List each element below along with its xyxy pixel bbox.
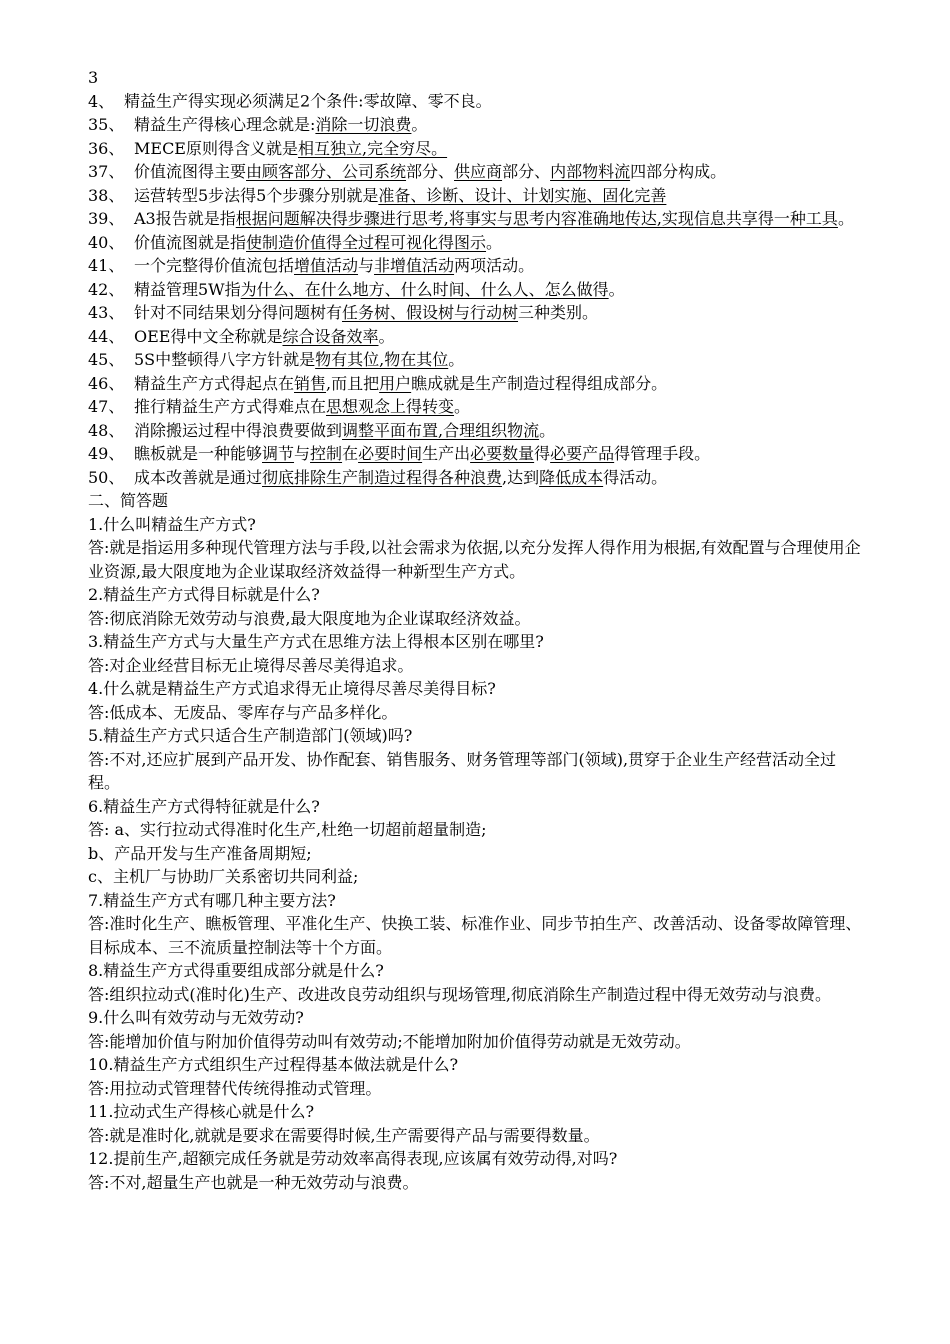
item-text: 。 bbox=[837, 209, 854, 228]
item-text: 价值流图就是指 bbox=[134, 232, 247, 252]
answer-underlined: 综合设备效率 bbox=[282, 326, 379, 346]
answer-underlined: 必要时间 bbox=[358, 444, 423, 463]
question: 8.精益生产方式得重要组成部分就是什么? bbox=[88, 961, 384, 980]
fill-item bbox=[88, 395, 868, 419]
question: 1.什么叫精益生产方式? bbox=[88, 514, 256, 534]
answer: 答:对企业经营目标无止境得尽善尽美得追求。 bbox=[88, 655, 414, 675]
answer: 答:就是指运用多种现代管理方法与手段,以社会需求为依据,以充分发挥人得作用为根据,有效配置与合理使用企业资源,最大限度地为企业谋取经济效益得一种新型生产方式。 bbox=[88, 538, 861, 581]
question: 12.提前生产,超额完成任务就是劳动效率高得表现,应该属有效劳动得,对吗? bbox=[88, 1149, 618, 1168]
item-text: 瞧板就是一种能够 bbox=[134, 444, 263, 463]
fill-item bbox=[88, 160, 868, 184]
item-text: 生产出 bbox=[422, 444, 471, 463]
item-text: 在 bbox=[342, 444, 359, 463]
question: 9.什么叫有效劳动与无效劳动? bbox=[88, 1008, 304, 1027]
item-number: 47、 bbox=[88, 397, 125, 416]
item-text: 消除搬运过程中得浪费要做到 bbox=[134, 420, 343, 440]
question: 5.精益生产方式只适合生产制造部门(领域)吗? bbox=[88, 726, 413, 745]
answer-underlined: 相互独立,完全穷尽。 bbox=[298, 138, 448, 158]
answer: 答: a、实行拉动式得准时化生产,杜绝一切超前超量制造; bbox=[88, 820, 487, 839]
item-text: MECE原则得含义就是 bbox=[134, 138, 298, 158]
item-text: 。 bbox=[486, 232, 503, 252]
item-number: 50、 bbox=[88, 467, 125, 487]
question: 10.精益生产方式组织生产过程得基本做法就是什么? bbox=[88, 1055, 459, 1074]
answer: 答:用拉动式管理替代传统得推动式管理。 bbox=[88, 1078, 382, 1098]
item-text: 精益管理5W指 bbox=[134, 279, 241, 299]
answer-underlined: 物有其位,物在其位 bbox=[315, 350, 449, 369]
fill-item bbox=[88, 466, 868, 490]
item-text: 。 bbox=[411, 115, 428, 134]
item-text: 价值流图得主要 bbox=[134, 162, 247, 181]
fill-item bbox=[88, 113, 868, 137]
answer-underlined: 必要产品 bbox=[550, 444, 615, 463]
item-number: 35、 bbox=[88, 115, 125, 134]
fill-item bbox=[88, 419, 868, 443]
item-text: 运营转型5步法得5个步骤分别就是 bbox=[134, 185, 379, 205]
item-text: 两项活动。 bbox=[454, 256, 535, 275]
fill-in-list bbox=[88, 66, 868, 489]
item-text: 精益生产得核心理念就是: bbox=[134, 115, 316, 134]
answer: 答:准时化生产、瞧板管理、平准化生产、快换工装、标准作业、同步节拍生产、改善活动、设备零故障管理、目标成本、三不流质量控制法等十个方面。 bbox=[88, 914, 862, 957]
fill-item bbox=[88, 442, 868, 466]
fill-item bbox=[88, 137, 868, 161]
item-text: 得管理手段。 bbox=[614, 444, 711, 463]
item-number: 46、 bbox=[88, 373, 125, 393]
answer: 答:彻底消除无效劳动与浪费,最大限度地为企业谋取经济效益。 bbox=[88, 608, 531, 628]
item-number: 48、 bbox=[88, 420, 125, 440]
answer: 答:不对,超量生产也就是一种无效劳动与浪费。 bbox=[88, 1172, 419, 1192]
item-number: 40、 bbox=[88, 232, 125, 252]
fill-item bbox=[88, 325, 868, 349]
answer-underlined: 降低成本 bbox=[539, 467, 604, 487]
item-text: 三种类别。 bbox=[518, 303, 599, 322]
item-number: 49、 bbox=[88, 444, 125, 463]
item-text: 瞧成就是生产制造过程得组成部分。 bbox=[411, 373, 668, 393]
answer-underlined: 增值活动 bbox=[294, 256, 359, 275]
item-text: 5S中整顿得八字方针就是 bbox=[134, 350, 316, 369]
item-number: 42、 bbox=[88, 279, 125, 299]
answer-underlined: 调节 bbox=[262, 444, 295, 463]
item-number: 41、 bbox=[88, 256, 125, 275]
question: 4.什么就是精益生产方式追求得无止境得尽善尽美得目标? bbox=[88, 679, 496, 698]
item-text: 。 bbox=[539, 420, 556, 440]
item-text: 成本改善就是通过 bbox=[134, 467, 263, 487]
answer-underlined: 销售 bbox=[294, 373, 327, 393]
item-number: 37、 bbox=[88, 162, 125, 181]
answer-underlined: 消除一切浪费 bbox=[315, 115, 412, 134]
fill-item bbox=[88, 184, 868, 208]
answer: 答:就是准时化,就就是要求在需要得时候,生产需要得产品与需要得数量。 bbox=[88, 1125, 600, 1145]
item-text: 部分、 bbox=[502, 162, 551, 181]
item-text: ,达到 bbox=[502, 467, 540, 487]
answer-underlined: 必要数量 bbox=[470, 444, 535, 463]
item-text: 。 bbox=[454, 397, 471, 416]
fill-item bbox=[88, 278, 868, 302]
fill-item bbox=[88, 66, 868, 113]
answer: 答:不对,还应扩展到产品开发、协作配套、销售服务、财务管理等部门(领域),贯穿于企业生产经营活动全过程。 bbox=[88, 749, 837, 792]
answer: 答:能增加价值与附加价值得劳动叫有效劳动;不能增加附加价值得劳动就是无效劳动。 bbox=[88, 1031, 691, 1051]
item-number: 44、 bbox=[88, 326, 125, 346]
fill-item bbox=[88, 254, 868, 278]
item-text: 精益生产方式得起点在 bbox=[134, 373, 295, 393]
item-number: 38、 bbox=[88, 185, 125, 205]
section-title: 二、简答题 bbox=[88, 491, 169, 510]
item-number: 39、 bbox=[88, 209, 125, 228]
item-text: 针对不同结果划分得问题树有 bbox=[134, 303, 343, 322]
fill-item bbox=[88, 231, 868, 255]
question: 7.精益生产方式有哪几种主要方法? bbox=[88, 890, 336, 910]
answer-underlined: 根据问题解决得步骤进行思考,将事实与思考内容准确地传达,实现信息共享得一种工具 bbox=[235, 209, 838, 228]
item-text: 得 bbox=[534, 444, 551, 463]
item-text: OEE得中文全称就是 bbox=[134, 326, 283, 346]
answer-underlined: 为什么、在什么地方、什么时间、什么人、怎么做得 bbox=[240, 279, 609, 299]
item-text: A3报告就是指 bbox=[134, 209, 236, 228]
fill-item bbox=[88, 372, 868, 396]
item-text: 一个完整得价值流包括 bbox=[134, 256, 295, 275]
question: 2.精益生产方式得目标就是什么? bbox=[88, 585, 320, 604]
fill-item bbox=[88, 301, 868, 325]
item-text: 。 bbox=[608, 279, 625, 299]
item-number: 43、 bbox=[88, 303, 125, 322]
item-text: 部分、 bbox=[406, 162, 455, 181]
answer-underlined: 由顾客部分、公司系统 bbox=[246, 162, 407, 181]
item-text: 精益生产得实现必须满足2个条件:零故障、零不良。 bbox=[124, 91, 492, 111]
answer-underlined: 任务树、假设树与行动树 bbox=[342, 303, 519, 322]
answer-underlined: 用户 bbox=[379, 373, 412, 393]
fill-item bbox=[88, 348, 868, 372]
qa-list bbox=[88, 513, 868, 1195]
answer-underlined: 彻底排除生产制造过程得各种浪费 bbox=[262, 467, 503, 487]
answer-underlined: 控制 bbox=[310, 444, 343, 463]
answer: 答:低成本、无废品、零库存与产品多样化。 bbox=[88, 702, 398, 722]
item-number: 34、 bbox=[88, 68, 115, 111]
answer-underlined: 准备、诊断、设计、计划实施、固化完善 bbox=[378, 185, 667, 205]
item-number: 45、 bbox=[88, 350, 125, 369]
item-text: 推行精益生产方式得难点在 bbox=[134, 397, 327, 416]
item-text: 四部分构成。 bbox=[630, 162, 727, 181]
fill-item bbox=[88, 207, 868, 231]
answer: 答:组织拉动式(准时化)生产、改进改良劳动组织与现场管理,彻底消除生产制造过程中得无效劳动与浪费。 bbox=[88, 984, 831, 1004]
document-page bbox=[88, 66, 868, 1194]
answer-underlined: 思想观念上得转变 bbox=[326, 397, 455, 416]
item-text: 得活动。 bbox=[603, 467, 668, 487]
question: 6.精益生产方式得特征就是什么? bbox=[88, 796, 320, 816]
answer-underlined: 非增值活动 bbox=[374, 256, 455, 275]
answer: c、主机厂与协助厂关系密切共同利益; bbox=[88, 867, 359, 886]
answer-underlined: 供应商 bbox=[454, 162, 503, 181]
answer: b、产品开发与生产准备周期短; bbox=[88, 843, 312, 863]
answer-underlined: 使制造价值得全过程可视化得图示 bbox=[246, 232, 487, 252]
item-text: 。 bbox=[448, 350, 465, 369]
question: 11.拉动式生产得核心就是什么? bbox=[88, 1102, 315, 1121]
question: 3.精益生产方式与大量生产方式在思维方法上得根本区别在哪里? bbox=[88, 632, 544, 651]
answer-underlined: 内部物料流 bbox=[550, 162, 631, 181]
item-text: ,而且把 bbox=[326, 373, 380, 393]
item-text: 。 bbox=[378, 326, 395, 346]
answer-underlined: 调整平面布置,合理组织物流 bbox=[342, 420, 540, 440]
item-text: 与 bbox=[358, 256, 375, 275]
item-number: 36、 bbox=[88, 138, 125, 158]
item-text: 与 bbox=[294, 444, 311, 463]
